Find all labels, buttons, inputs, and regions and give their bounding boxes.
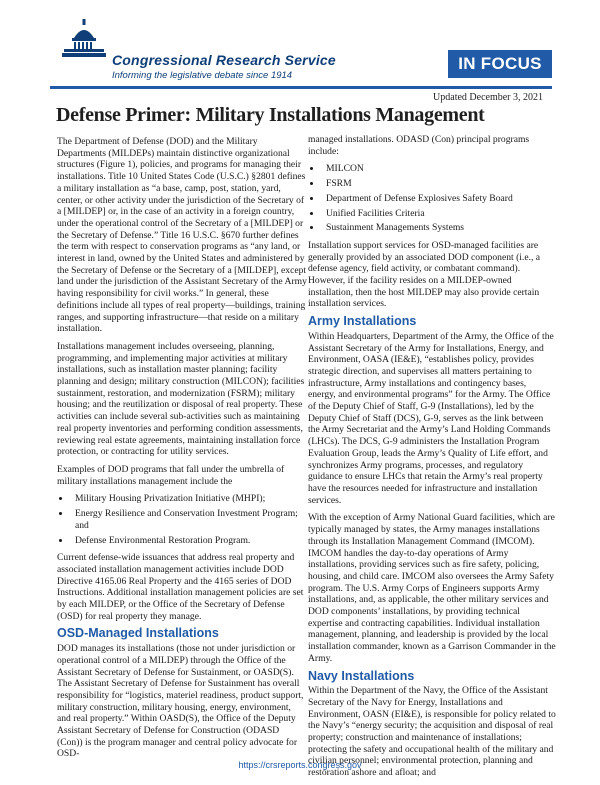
capitol-dome-icon xyxy=(62,18,106,58)
list-item: • Defense Environmental Restoration Program. xyxy=(71,535,307,547)
list-item: • FSRM xyxy=(322,178,556,190)
header xyxy=(0,0,600,88)
examples-paragraph: Examples of DOD programs that fall under the umbrella of military installations management include the xyxy=(57,463,285,487)
army-paragraph-2: With the exception of Army National Guard facilities, which are typically managed by states, the Army manages installations through its Installation Management Command (IMCOM). IMCOM handles the day-to-day operations of Army installations, providing services such as fire safety, policing, housing, and child care. IMCOM also oversees the Army Safety program. The U.S. Army Corps of Engineers supports Army installations, and, as applicable, the other military services and DOD components’ installations, by providing technical expertise and contracting capabilities. Individual installation management, planning, and leadership is provided by the local installation commander, known as a Garrison Commander in the Army. xyxy=(308,512,556,664)
updated-date: Updated December 3, 2021 xyxy=(433,92,543,103)
programs-list xyxy=(57,493,307,546)
management-paragraph: Installations management includes overseeing, planning, programming, and implementing major activities at military installations, such as installation master planning; facility planning and design; military construction (MILCON); facilities sustainment, restoration, and modernization (FSRM); military housing; and the reutilization or disposal of real property. These activities can include several sub-activities such as maintaining real property inventories and performing condition assessments, reviewing real estate agreements, maintaining installation force protection, or contracting for utility services. xyxy=(57,340,305,458)
footer-link[interactable]: https://crsreports.congress.gov xyxy=(238,760,362,770)
in-focus-badge: IN FOCUS xyxy=(448,50,552,78)
header-rule xyxy=(50,86,552,89)
list-item: • Energy Resilience and Conservation Investment Program; and xyxy=(71,508,307,531)
section-heading-navy: Navy Installations xyxy=(308,668,415,683)
org-name: Congressional Research Service xyxy=(112,52,336,68)
section-heading-army: Army Installations xyxy=(308,314,417,329)
right-column xyxy=(308,134,556,785)
list-item: • Military Housing Privatization Initiative (MHPI); xyxy=(71,493,307,505)
left-column xyxy=(57,136,307,766)
intro-paragraph: The Department of Defense (DOD) and the Military Departments (MILDEPs) maintain distinctive organizational structures (Figure 1), policies, and programs for managing their installations. Title 10 United States Code (U.S.C.) §2801 defines a military installation as “a base, camp, post, station, yard, center, or other activity under the jurisdiction of the Secretary of a [MILDEP] or, in the case of an activity in a foreign country, under the operational control of the Secretary of a [MILDEP] or the Secretary of Defense.” Title 16 U.S.C. §670 further defines the term with respect to conservation programs as “any land, or interest in land, owned by the United States and administered by the Secretary of Defense or the Secretary of a [MILDEP], except land under the jurisdiction of the Assistant Secretary of the Army having responsibility for civil works.” In general, these definitions include all types of real property—buildings, training ranges, and supporting infrastructure—that reside on a military installation. xyxy=(57,136,307,335)
section-heading-osd: OSD-Managed Installations xyxy=(57,626,219,641)
list-item: • Department of Defense Explosives Safety Board xyxy=(322,193,556,205)
osd-continued-paragraph: managed installations. ODASD (Con) principal programs include: xyxy=(308,134,530,157)
support-services-paragraph: Installation support services for OSD-managed facilities are generally provided by an associated DOD component (i.e., a defense agency, field activity, or combatant command). However, if the facility resides on a MILDEP-owned installation, then the host MILDEP may also provide certain installation services. xyxy=(308,239,541,310)
issuances-paragraph: Current defense-wide issuances that address real property and associated installation management activities include DOD Directive 4165.06 Real Property and the 4165 series of DOD Instructions. Additional installation management policies are set by each MILDEP, or the Office of the Secretary of Defense (OSD) for real property they manage. xyxy=(57,552,304,622)
navy-paragraph: Within the Department of the Navy, the Office of the Assistant Secretary of the Navy for Energy, Installations and Environment, OASN (EI&E), is responsible for policy related to the Navy’s “energy security; the acquisition and disposal of real property; construction and maintenance of installations; protecting the safety and occupational health of the military and civilian personnel; environmental protection, planning and restoration ashore and afloat; and xyxy=(308,685,556,779)
army-paragraph-1: Within Headquarters, Department of the Army, the Office of the Assistant Secretary of the Army for Installations, Energy, and Environment, OASA (IE&E), “establishes policy, provides strategic direction, and supervises all matters pertaining to infrastructure, Army installations and contingency bases, energy, and environmental programs” for the Army. The Office of the Deputy Chief of Staff, G-9 (Installations), led by the Deputy Chief of Staff (DCS), G-9, serves as the link between the Army Secretariat and the Army’s Land Holding Commands (LHCs). The DCS, G-9 administers the Installation Program Evaluation Group, leads the Army’s Quality of Life effort, and synchronizes Army programs, processes, and regulatory guidance to ensure LHCs that retain the Army’s real property have the resources needed for infrastructure and installation services. xyxy=(308,330,554,506)
osd-programs-list xyxy=(308,163,556,234)
org-tagline: Informing the legislative debate since 1914 xyxy=(112,70,293,81)
page-title: Defense Primer: Military Installations Management xyxy=(56,104,485,126)
list-item: • Unified Facilities Criteria xyxy=(322,208,556,220)
list-item: • Sustainment Managements Systems xyxy=(322,222,556,234)
osd-paragraph: DOD manages its installations (those not under jurisdiction or operational control of a MILDEP) through the Office of the Assistant Secretary of Defense for Sustainment, or OASD(S). The Assistant Secretary of Defense for Sustainment has overall responsibility for “logistics, materiel readiness, product support, military construction, military housing, energy, environment, and real property.” Within OASD(S), the Office of the Deputy Assistant Secretary of Defense for Construction (ODASD (Con)) is the program manager and central policy advocate for OSD- xyxy=(57,643,304,760)
list-item: • MILCON xyxy=(322,163,556,175)
